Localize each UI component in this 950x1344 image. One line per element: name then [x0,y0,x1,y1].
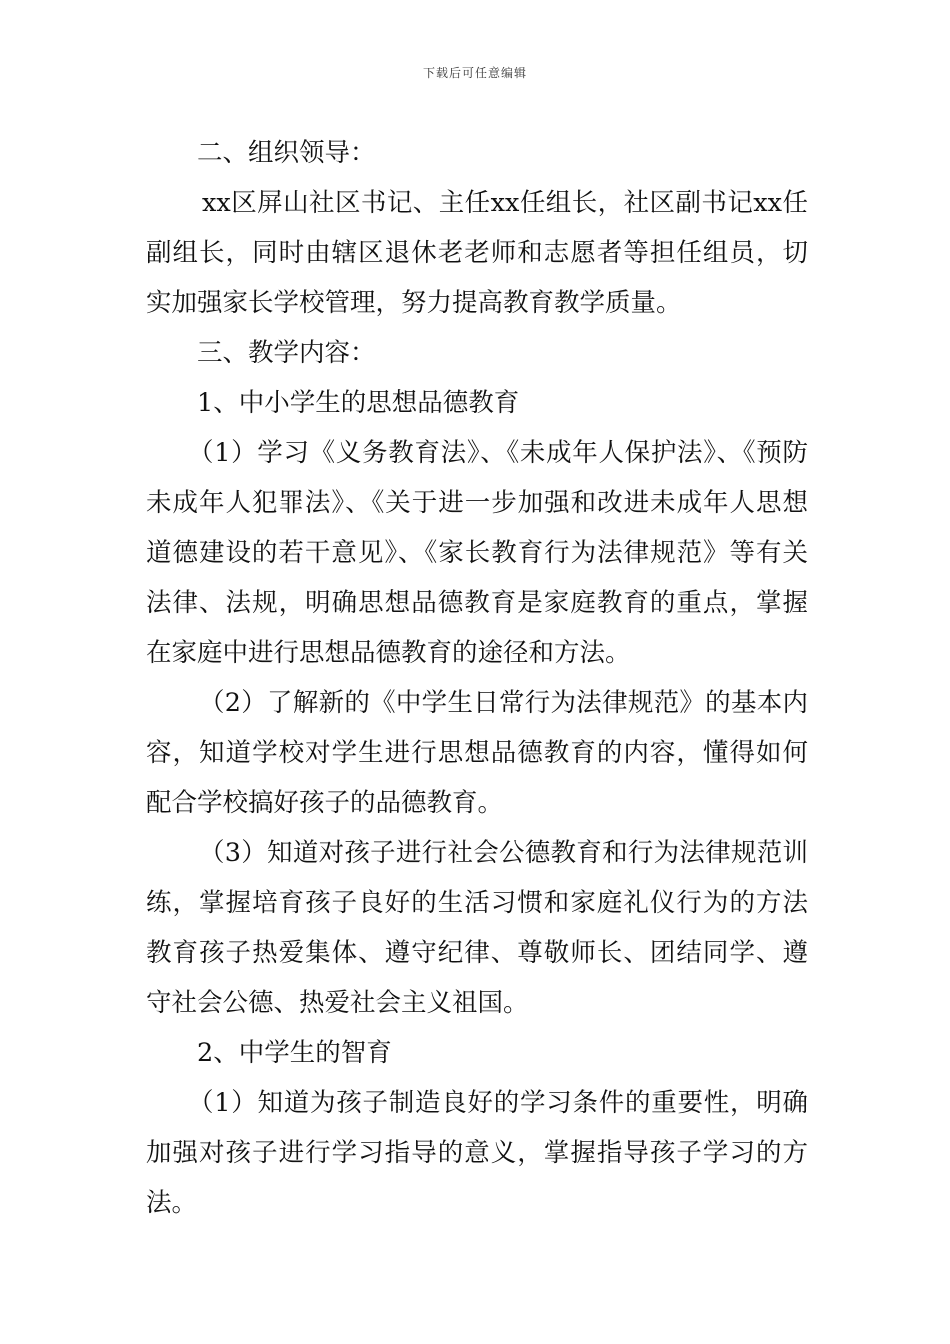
paragraph-moral-2: （2）了解新的《中学生日常行为法律规范》的基本内容，知道学校对学生进行思想品德教育的内容，懂得如何配合学校搞好孩子的品德教育。 [146,688,808,818]
paragraph-intellectual-1: （1）知道为孩子制造良好的学习条件的重要性，明确加强对孩子进行学习指导的意义，掌握指导孩子学习的方法。 [146,1088,808,1218]
section-heading-teaching-content: 三、教学内容： [197,338,376,368]
subheading-moral-education: 1、中小学生的思想品德教育 [197,388,520,418]
paragraph-moral-1: （1）学习《义务教育法》、《未成年人保护法》、《预防未成年人犯罪法》、《关于进一步加强和改进未成年人思想道德建设的若干意见》、《家长教育行为法律规范》等有关法律、法规，明确思想品德教育是家庭教育的重点，掌握在家庭中进行思想品德教育的途径和方法。 [146,438,808,668]
document-body [146,128,808,1228]
subheading-intellectual-education: 2、中学生的智育 [197,1038,392,1068]
paragraph-organization: xx区屏山社区书记、主任xx任组长，社区副书记xx任副组长，同时由辖区退休老老师和志愿者等担任组员，切实加强家长学校管理，努力提高教育教学质量。 [146,188,808,318]
section-heading-organization: 二、组织领导： [197,138,376,168]
page-header: 下载后可任意编辑 [422,66,527,80]
paragraph-moral-3: （3）知道对孩子进行社会公德教育和行为法律规范训练，掌握培育孩子良好的生活习惯和家庭礼仪行为的方法教育孩子热爱集体、遵守纪律、尊敬师长、团结同学、遵守社会公德、热爱社会主义祖国。 [146,838,808,1018]
